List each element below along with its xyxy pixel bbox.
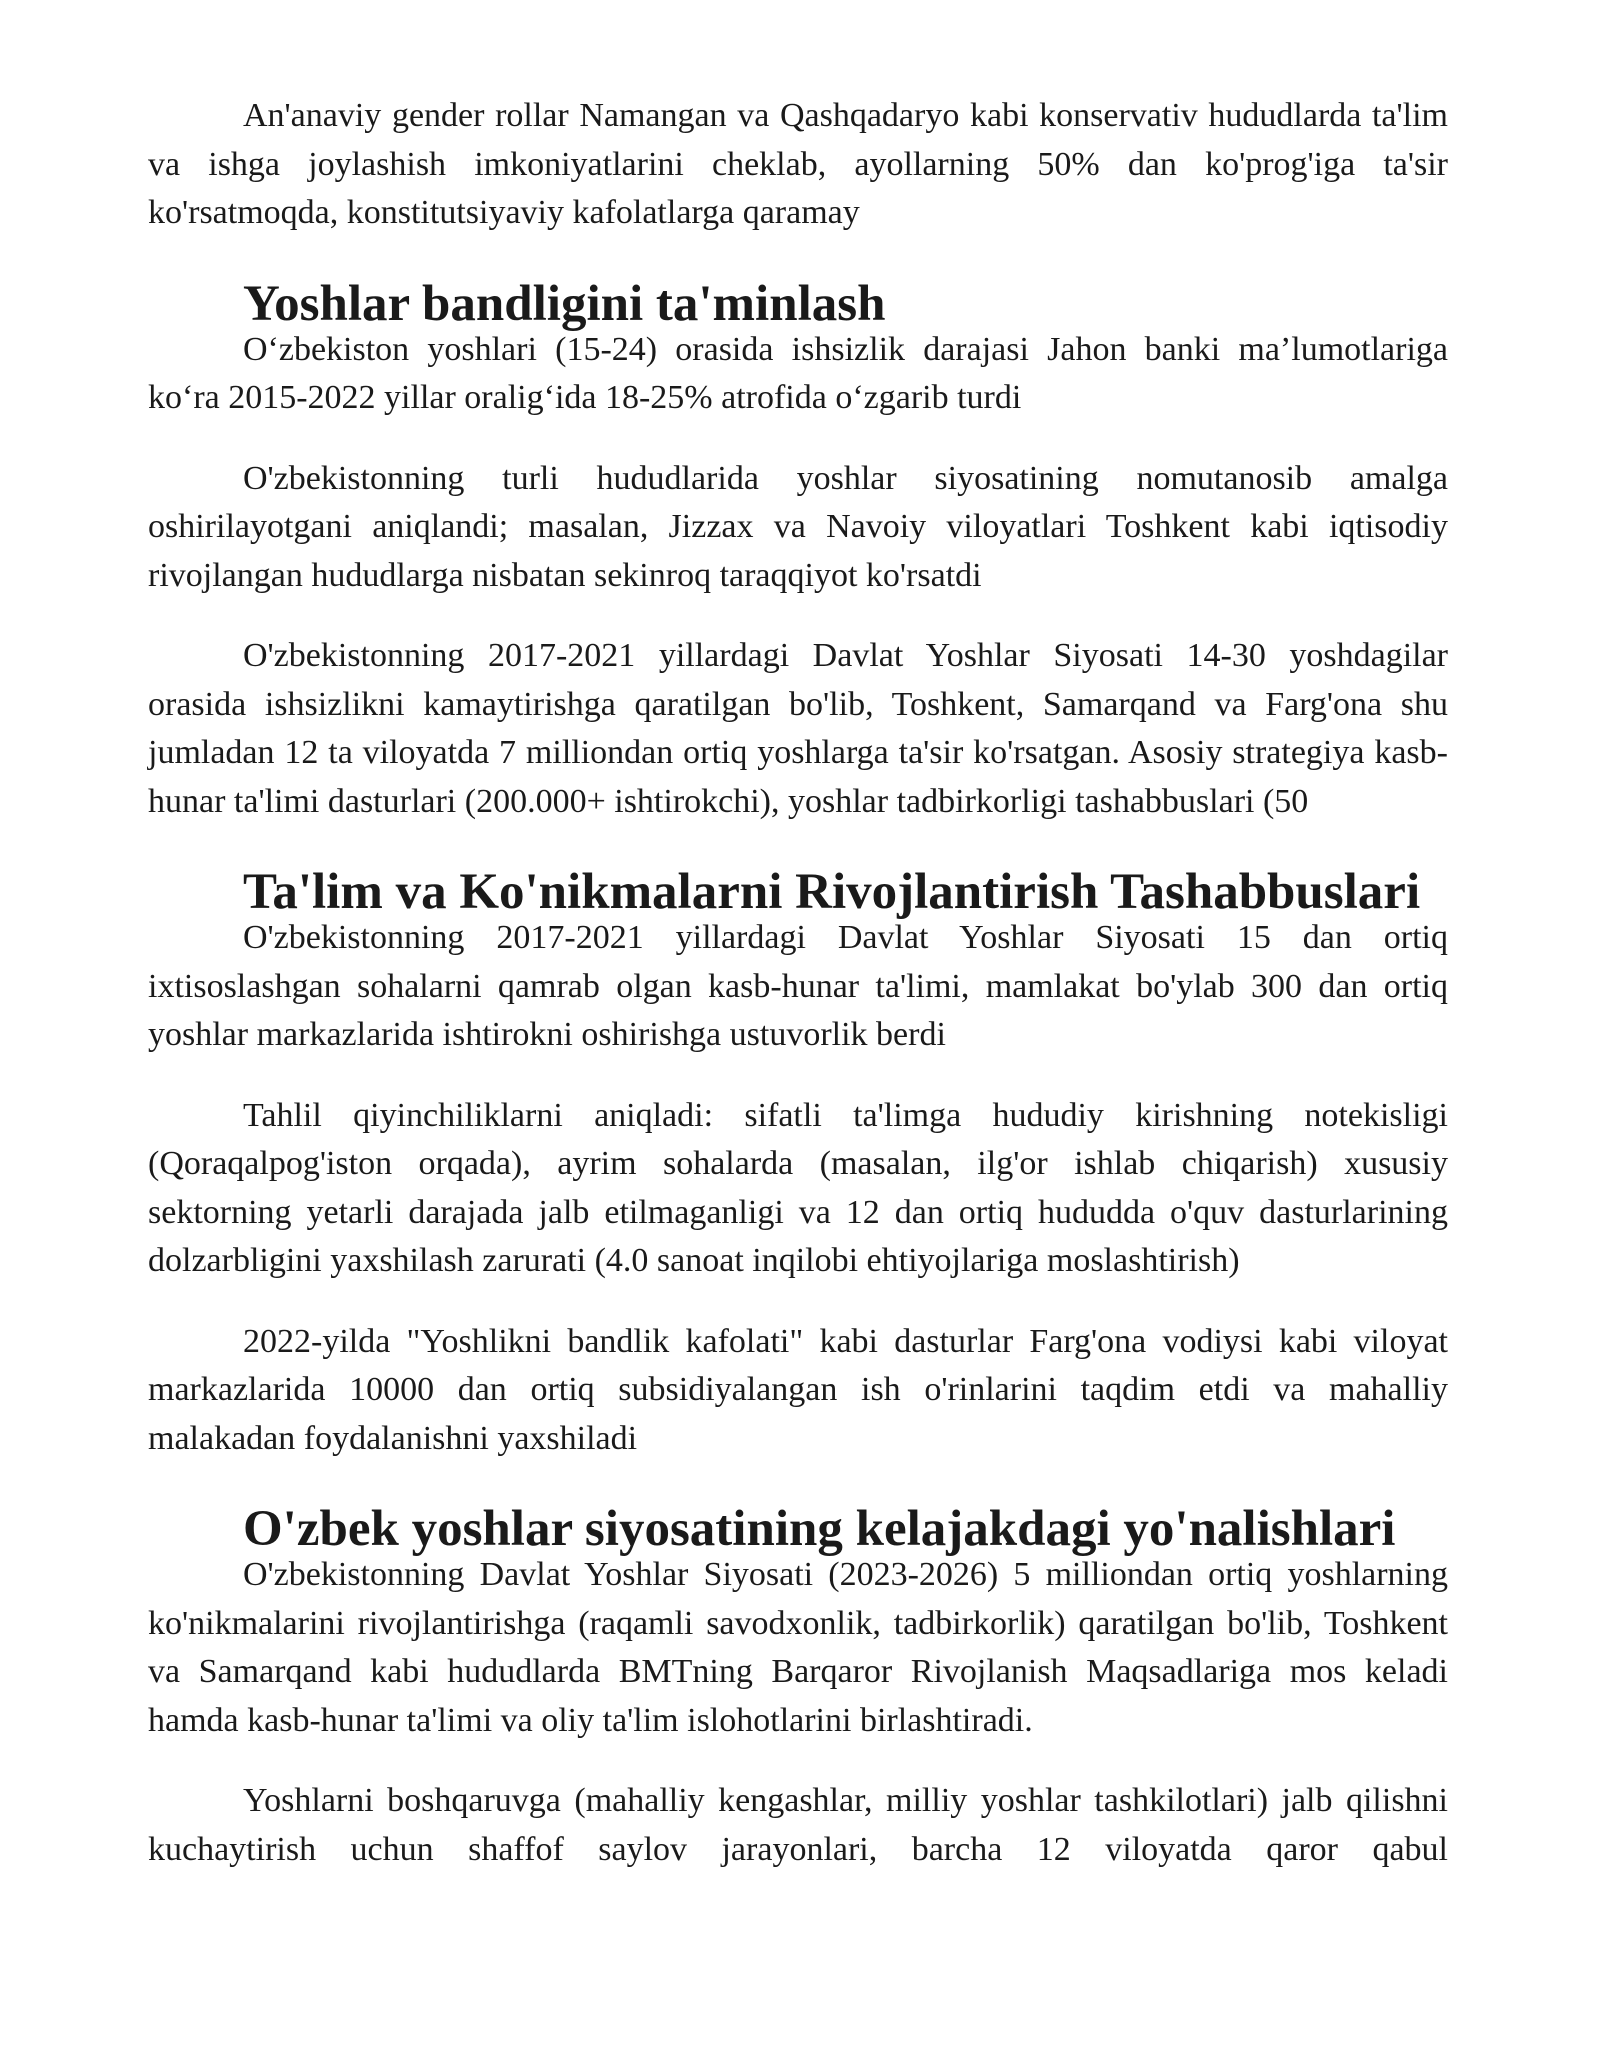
spacer — [148, 238, 1448, 282]
spacer — [148, 1060, 1448, 1092]
document-page — [148, 92, 1448, 1874]
paragraph-policy-2023-2026: O'zbekistonning Davlat Yoshlar Siyosati (2023-2026) 5 milliondan ortiq yoshlarning ko'nikmalarini rivojlantirishga (raqamli savodxonlik, tadbirkorlik) qaratilgan bo'lib, Toshkent va Samarqand kabi hududlarda BMTning Barqaror Rivojlanish Maqsadlariga mos keladi hamda kasb-hunar ta'limi va oliy ta'lim islohotlarini birlashtiradi. — [148, 1556, 1448, 1739]
heading-youth-employment: Yoshlar bandligini ta'minlash — [243, 275, 886, 332]
paragraph-youth-unemployment: O‘zbekiston yoshlari (15-24) orasida ishsizlik darajasi Jahon banki ma’lumotlariga ko‘ra 2015-2022 yillar oralig‘ida 18-25% atrofida o‘zgarib turdi — [148, 330, 1448, 416]
spacer — [148, 1745, 1448, 1777]
paragraph-governance-involvement: Yoshlarni boshqaruvga (mahalliy kengashlar, milliy yoshlar tashkilotlari) jalb qilishni kuchaytirish uchun shaffof saylov jarayonlari, barcha 12 viloyatda qaror qabul — [148, 1782, 1448, 1868]
paragraph-vocational-training: O'zbekistonning 2017-2021 yillardagi Davlat Yoshlar Siyosati 15 dan ortiq ixtisoslashgan sohalarni qamrab olgan kasb-hunar ta'limi, mamlakat bo'ylab 300 dan ortiq yoshlar markazlarida ishtirokni oshirishga ustuvorlik berdi — [148, 919, 1448, 1053]
spacer — [148, 1286, 1448, 1318]
heading-education-skills: Ta'lim va Ko'nikmalarni Rivojlantirish Tashabbuslari — [243, 864, 1421, 920]
spacer — [148, 423, 1448, 455]
paragraph-regional-disparity: O'zbekistonning turli hududlarida yoshlar siyosatining nomutanosib amalga oshirilayotgani aniqlandi; masalan, Jizzax va Navoiy viloyatlari Toshkent kabi iqtisodiy rivojlangan hududlarga nisbatan sekinroq taraqqiyot ko'rsatdi — [148, 459, 1448, 594]
heading-future-directions: O'zbek yoshlar siyosatining kelajakdagi yo'nalishlari — [243, 1501, 1396, 1557]
paragraph-employment-guarantee: 2022-yilda "Yoshlikni bandlik kafolati" kabi dasturlar Farg'ona vodiysi kabi viloyat markazlarida 10000 dan ortiq subsidiyalangan ish o'rinlarini taqdim etdi va mahalliy malakadan foydalanishni yaxshiladi — [148, 1322, 1448, 1457]
spacer — [148, 600, 1448, 632]
paragraph-state-youth-policy: O'zbekistonning 2017-2021 yillardagi Davlat Yoshlar Siyosati 14-30 yoshdagilar orasida ishsizlikni kamaytirishga qaratilgan bo'lib, Toshkent, Samarqand va Farg'ona shu jumladan 12 ta viloyatda 7 milliondan ortiq yoshlarga ta'sir ko'rsatgan. Asosiy strategiya kasb-hunar ta'limi dasturlari (200.000+ ishtirokchi), yoshlar tadbirkorligi tashabbuslari (50 — [148, 637, 1448, 820]
paragraph-analysis-challenges: Tahlil qiyinchiliklarni aniqladi: sifatli ta'limga hududiy kirishning notekisligi (Qoraqalpog'iston orqada), ayrim sohalarda (masalan, ilg'or ishlab chiqarish) xususiy sektorning yetarli darajada jalb etilmaganligi va 12 dan ortiq hududda o'quv dasturlarining dolzarbligini yaxshilash zarurati (4.0 sanoat inqilobi ehtiyojlariga moslashtirish) — [148, 1096, 1448, 1279]
paragraph-gender-roles: An'anaviy gender rollar Namangan va Qashqadaryo kabi konservativ hududlarda ta'lim va ishga joylashish imkoniyatlarini cheklab, ayollarning 50% dan ko'prog'iga ta'sir ko'rsatmoqda, konstitutsiyaviy kafolatlarga qaramay — [148, 97, 1448, 231]
